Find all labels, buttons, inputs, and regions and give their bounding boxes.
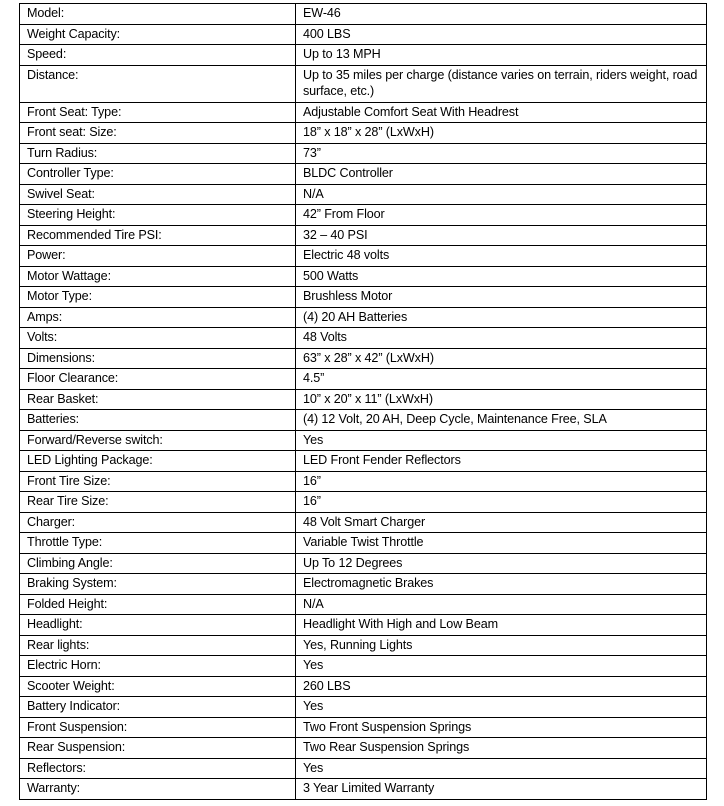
specification-table	[19, 3, 707, 800]
spec-label-cell: Controller Type:	[20, 164, 296, 185]
spec-value-cell: Two Rear Suspension Springs	[296, 738, 707, 759]
spec-value-cell: 16”	[296, 471, 707, 492]
spec-label-cell: Headlight:	[20, 615, 296, 636]
table-row	[20, 369, 707, 390]
spec-value-cell: Electromagnetic Brakes	[296, 574, 707, 595]
table-row	[20, 348, 707, 369]
table-row	[20, 143, 707, 164]
spec-label-cell: Amps:	[20, 307, 296, 328]
spec-value-cell: 48 Volt Smart Charger	[296, 512, 707, 533]
spec-value-cell: Two Front Suspension Springs	[296, 717, 707, 738]
spec-label-cell: Power:	[20, 246, 296, 267]
spec-value-cell: 63” x 28” x 42” (LxWxH)	[296, 348, 707, 369]
spec-value-cell: 3 Year Limited Warranty	[296, 779, 707, 800]
specification-table-body	[20, 4, 707, 800]
spec-value-cell: (4) 20 AH Batteries	[296, 307, 707, 328]
spec-value-cell: 18” x 18” x 28” (LxWxH)	[296, 123, 707, 144]
spec-value-cell: Variable Twist Throttle	[296, 533, 707, 554]
spec-value-cell: Up to 13 MPH	[296, 45, 707, 66]
spec-value-cell: N/A	[296, 184, 707, 205]
table-row	[20, 246, 707, 267]
table-row	[20, 697, 707, 718]
spec-value-cell: 32 – 40 PSI	[296, 225, 707, 246]
spec-label-cell: Rear Suspension:	[20, 738, 296, 759]
spec-value-cell: 500 Watts	[296, 266, 707, 287]
spec-value-cell: Up To 12 Degrees	[296, 553, 707, 574]
spec-label-cell: Swivel Seat:	[20, 184, 296, 205]
spec-label-cell: Motor Wattage:	[20, 266, 296, 287]
spec-value-cell: Yes	[296, 656, 707, 677]
spec-label-cell: Climbing Angle:	[20, 553, 296, 574]
spec-label-cell: Rear lights:	[20, 635, 296, 656]
spec-label-cell: Model:	[20, 4, 296, 25]
spec-value-cell: 16”	[296, 492, 707, 513]
spec-value-cell: 400 LBS	[296, 24, 707, 45]
table-row	[20, 225, 707, 246]
spec-value-cell: 73”	[296, 143, 707, 164]
spec-value-cell: Up to 35 miles per charge (distance varies on terrain, riders weight, road surface, etc.)	[296, 65, 707, 102]
spec-value-cell: BLDC Controller	[296, 164, 707, 185]
spec-label-cell: Reflectors:	[20, 758, 296, 779]
spec-value-cell: Yes	[296, 430, 707, 451]
spec-label-cell: Steering Height:	[20, 205, 296, 226]
table-row	[20, 266, 707, 287]
spec-value-cell: (4) 12 Volt, 20 AH, Deep Cycle, Maintenance Free, SLA	[296, 410, 707, 431]
table-row	[20, 184, 707, 205]
table-row	[20, 779, 707, 800]
spec-label-cell: Front Seat: Type:	[20, 102, 296, 123]
spec-value-cell: 48 Volts	[296, 328, 707, 349]
spec-label-cell: Batteries:	[20, 410, 296, 431]
table-row	[20, 758, 707, 779]
spec-label-cell: Recommended Tire PSI:	[20, 225, 296, 246]
table-row	[20, 410, 707, 431]
spec-value-cell: Adjustable Comfort Seat With Headrest	[296, 102, 707, 123]
table-row	[20, 307, 707, 328]
table-row	[20, 328, 707, 349]
spec-label-cell: Charger:	[20, 512, 296, 533]
table-row	[20, 676, 707, 697]
spec-label-cell: Warranty:	[20, 779, 296, 800]
spec-label-cell: Volts:	[20, 328, 296, 349]
spec-label-cell: Braking System:	[20, 574, 296, 595]
spec-label-cell: Speed:	[20, 45, 296, 66]
spec-label-cell: LED Lighting Package:	[20, 451, 296, 472]
spec-label-cell: Front seat: Size:	[20, 123, 296, 144]
table-row	[20, 164, 707, 185]
table-row	[20, 451, 707, 472]
spec-label-cell: Distance:	[20, 65, 296, 102]
spec-label-cell: Rear Basket:	[20, 389, 296, 410]
specification-table-container	[19, 3, 706, 800]
table-row	[20, 45, 707, 66]
spec-label-cell: Weight Capacity:	[20, 24, 296, 45]
spec-label-cell: Floor Clearance:	[20, 369, 296, 390]
spec-value-cell: 42” From Floor	[296, 205, 707, 226]
table-row	[20, 389, 707, 410]
spec-label-cell: Battery Indicator:	[20, 697, 296, 718]
table-row	[20, 471, 707, 492]
spec-label-cell: Throttle Type:	[20, 533, 296, 554]
table-row	[20, 492, 707, 513]
table-row	[20, 512, 707, 533]
table-row	[20, 287, 707, 308]
spec-label-cell: Scooter Weight:	[20, 676, 296, 697]
spec-value-cell: 4.5”	[296, 369, 707, 390]
spec-value-cell: Brushless Motor	[296, 287, 707, 308]
table-row	[20, 102, 707, 123]
spec-label-cell: Rear Tire Size:	[20, 492, 296, 513]
spec-value-cell: N/A	[296, 594, 707, 615]
table-row	[20, 656, 707, 677]
table-row	[20, 533, 707, 554]
table-row	[20, 574, 707, 595]
spec-label-cell: Dimensions:	[20, 348, 296, 369]
spec-label-cell: Motor Type:	[20, 287, 296, 308]
table-row	[20, 594, 707, 615]
spec-value-cell: Headlight With High and Low Beam	[296, 615, 707, 636]
spec-label-cell: Folded Height:	[20, 594, 296, 615]
spec-value-cell: Yes, Running Lights	[296, 635, 707, 656]
table-row	[20, 553, 707, 574]
spec-label-cell: Turn Radius:	[20, 143, 296, 164]
table-row	[20, 430, 707, 451]
spec-label-cell: Front Suspension:	[20, 717, 296, 738]
table-row	[20, 65, 707, 102]
table-row	[20, 123, 707, 144]
spec-label-cell: Front Tire Size:	[20, 471, 296, 492]
table-row	[20, 738, 707, 759]
spec-value-cell: 10” x 20” x 11” (LxWxH)	[296, 389, 707, 410]
table-row	[20, 615, 707, 636]
spec-value-cell: Electric 48 volts	[296, 246, 707, 267]
spec-value-cell: Yes	[296, 697, 707, 718]
spec-value-cell: EW-46	[296, 4, 707, 25]
table-row	[20, 205, 707, 226]
table-row	[20, 24, 707, 45]
table-row	[20, 635, 707, 656]
table-row	[20, 4, 707, 25]
spec-value-cell: Yes	[296, 758, 707, 779]
table-row	[20, 717, 707, 738]
spec-value-cell: 260 LBS	[296, 676, 707, 697]
spec-value-cell: LED Front Fender Reflectors	[296, 451, 707, 472]
spec-label-cell: Electric Horn:	[20, 656, 296, 677]
spec-label-cell: Forward/Reverse switch:	[20, 430, 296, 451]
